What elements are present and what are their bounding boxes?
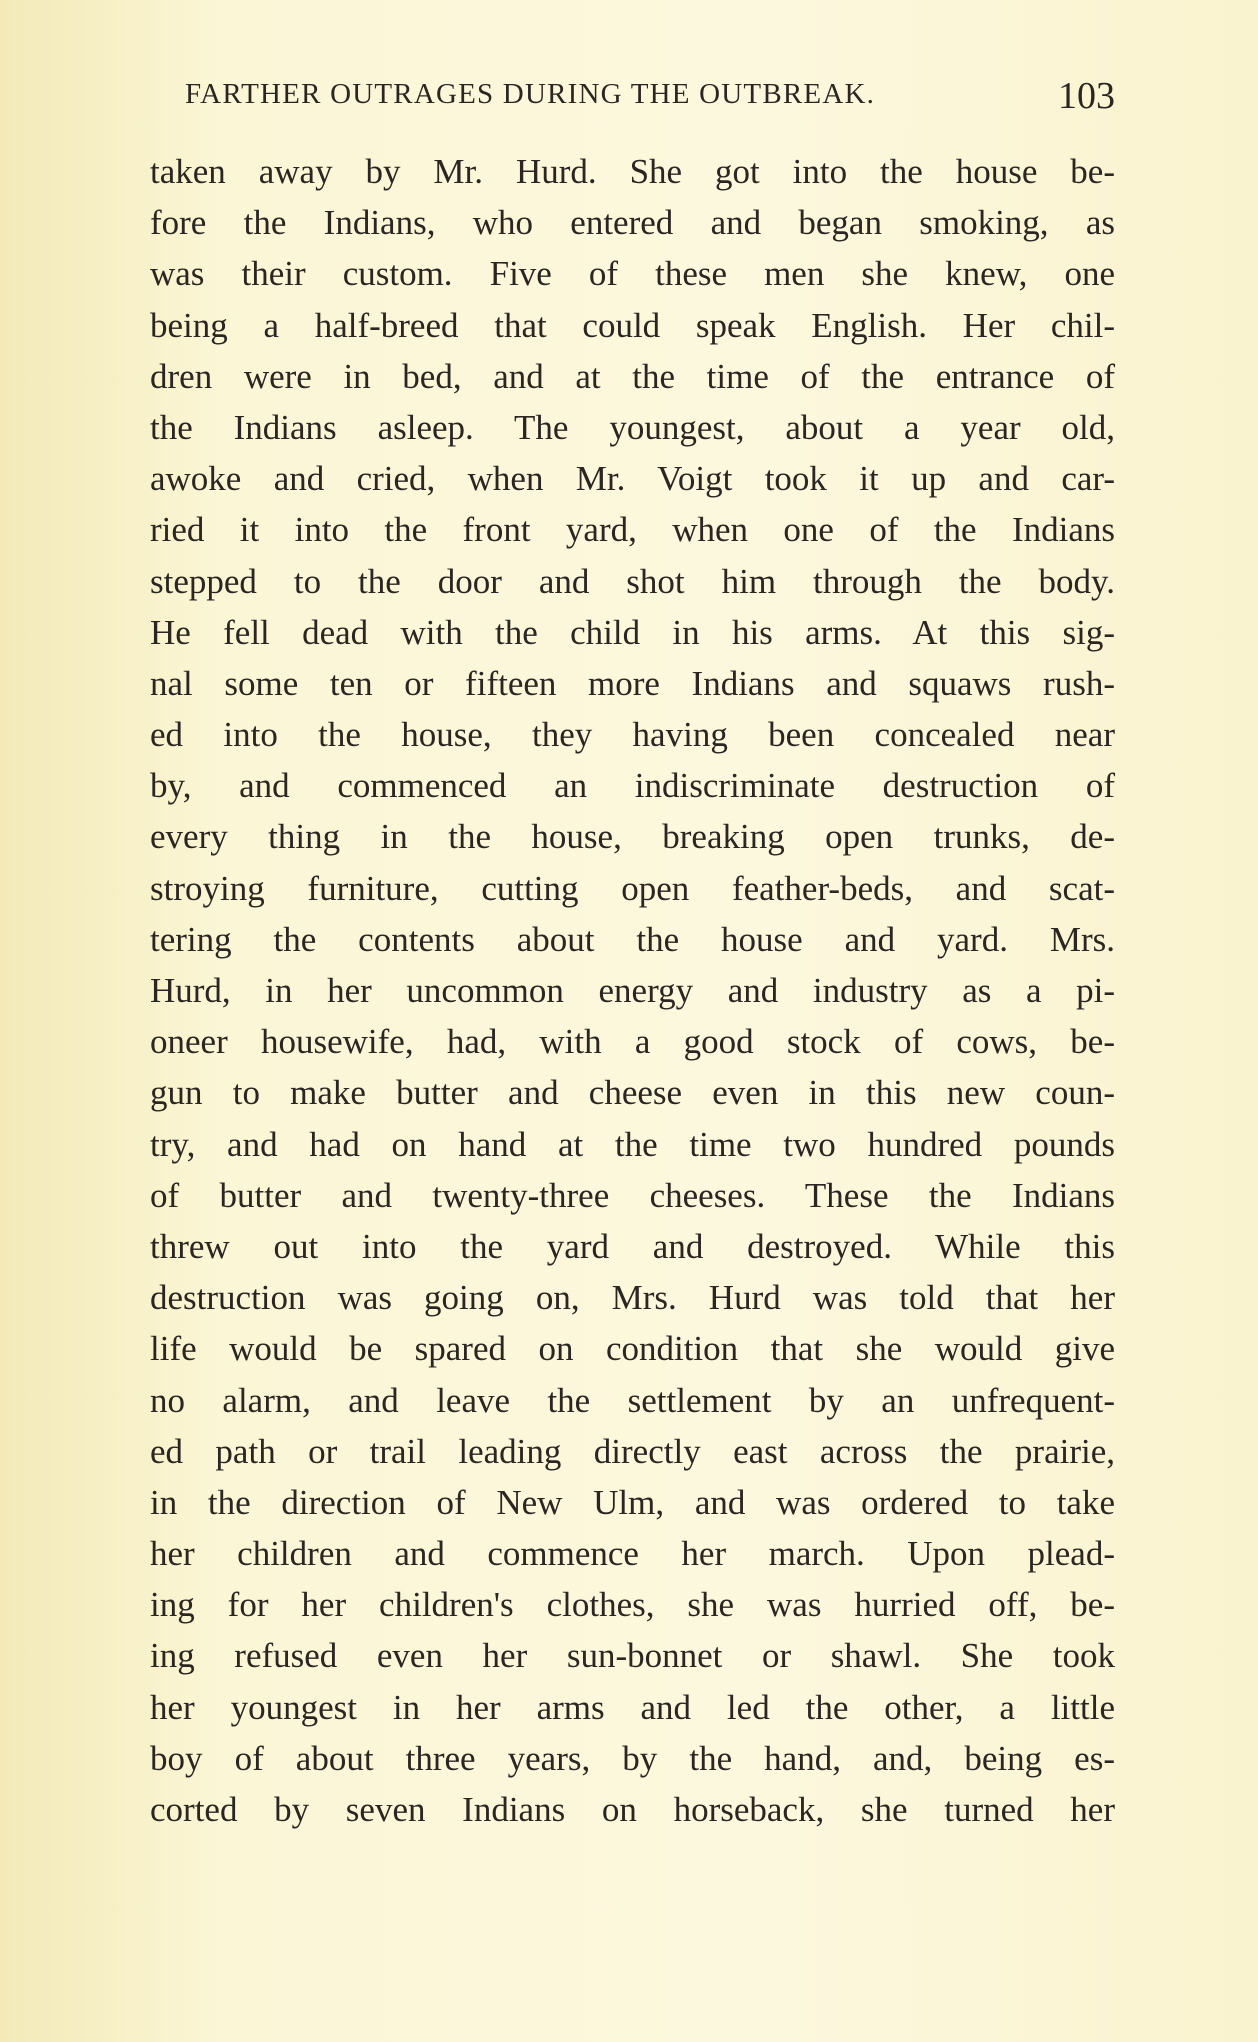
- text-line: destruction was going on, Mrs. Hurd was told that her: [150, 1278, 1115, 1318]
- text-line: awoke and cried, when Mr. Voigt took it up and car-: [150, 459, 1115, 499]
- text-line: life would be spared on condition that she would give: [150, 1329, 1115, 1369]
- text-line: of butter and twenty-three cheeses. These the Indians: [150, 1175, 1115, 1215]
- running-title: FARTHER OUTRAGES DURING THE OUTBREAK.: [185, 78, 876, 110]
- text-line: fore the Indians, who entered and began smoking, as: [150, 203, 1115, 243]
- text-line: nal some ten or fifteen more Indians and squaws rush-: [150, 663, 1115, 703]
- text-line: ed path or trail leading directly east across the prairie,: [150, 1431, 1115, 1471]
- text-line: by, and commenced an indiscriminate destruction of: [150, 766, 1115, 806]
- text-line: corted by seven Indians on horseback, she turned her: [150, 1790, 1115, 1829]
- running-head: [185, 75, 1115, 118]
- text-line: boy of about three years, by the hand, and, being es-: [150, 1738, 1115, 1778]
- text-line: her children and commence her march. Upon plead-: [150, 1534, 1115, 1574]
- text-line: dren were in bed, and at the time of the entrance of: [150, 356, 1115, 396]
- text-line: taken away by Mr. Hurd. She got into the house be-: [150, 152, 1115, 191]
- text-line: tering the contents about the house and yard. Mrs.: [150, 919, 1115, 959]
- text-line: no alarm, and leave the settlement by an unfrequent-: [150, 1380, 1115, 1420]
- text-line: in the direction of New Ulm, and was ordered to take: [150, 1482, 1115, 1522]
- text-line: Hurd, in her uncommon energy and industry as a pi-: [150, 971, 1115, 1010]
- text-line: the Indians asleep. The youngest, about a year old,: [150, 407, 1115, 447]
- text-line: He fell dead with the child in his arms. At this sig-: [150, 612, 1115, 652]
- text-line: ried it into the front yard, when one of the Indians: [150, 510, 1115, 550]
- text-line: ing refused even her sun-bonnet or shawl. She took: [150, 1636, 1115, 1676]
- text-line: ing for her children's clothes, she was hurried off, be-: [150, 1585, 1115, 1625]
- page-number: 103: [1058, 75, 1115, 117]
- text-line: ed into the house, they having been concealed near: [150, 715, 1115, 755]
- text-line: was their custom. Five of these men she knew, one: [150, 254, 1115, 294]
- text-line: every thing in the house, breaking open trunks, de-: [150, 817, 1115, 857]
- text-line: her youngest in her arms and led the other, a little: [150, 1687, 1115, 1727]
- text-line: being a half-breed that could speak English. Her chil-: [150, 305, 1115, 345]
- text-line: stroying furniture, cutting open feather-beds, and scat-: [150, 868, 1115, 908]
- text-line: oneer housewife, had, with a good stock of cows, be-: [150, 1022, 1115, 1062]
- text-line: stepped to the door and shot him through the body.: [150, 561, 1115, 601]
- text-line: try, and had on hand at the time two hundred pounds: [150, 1124, 1115, 1164]
- text-line: threw out into the yard and destroyed. While this: [150, 1226, 1115, 1266]
- body-text: [150, 146, 1115, 1835]
- text-line: gun to make butter and cheese even in this new coun-: [150, 1073, 1115, 1113]
